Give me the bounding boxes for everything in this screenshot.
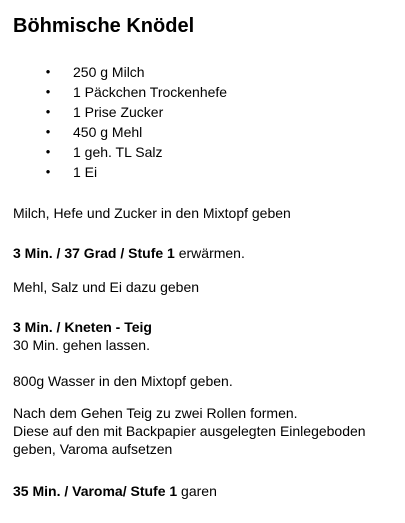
step-5 bbox=[13, 372, 233, 390]
step-1-text: Milch, Hefe und Zucker in den Mixtopf geben bbox=[13, 205, 291, 221]
step-3-text: Mehl, Salz und Ei dazu geben bbox=[13, 279, 200, 295]
step-6-line1: Nach dem Gehen Teig zu zwei Rollen formen. bbox=[13, 405, 298, 421]
step-1 bbox=[13, 204, 291, 222]
step-4 bbox=[13, 318, 152, 354]
ingredient-text: 1 Prise Zucker bbox=[73, 104, 164, 120]
step-2-bold: 3 Min. / 37 Grad / Stufe 1 bbox=[13, 245, 175, 261]
ingredient-text: 1 Ei bbox=[73, 164, 98, 180]
recipe-title: Böhmische Knödel bbox=[13, 15, 195, 37]
bullet-icon: • bbox=[45, 164, 51, 179]
step-6-line2: Diese auf den mit Backpapier ausgelegten Einlegeboden bbox=[13, 423, 366, 439]
step-2-rest: erwärmen. bbox=[174, 245, 245, 261]
ingredient-text: 1 Päckchen Trockenhefe bbox=[73, 84, 228, 100]
bullet-icon: • bbox=[45, 84, 51, 99]
step-7-bold: 35 Min. / Varoma/ Stufe 1 bbox=[13, 483, 178, 499]
step-7 bbox=[13, 482, 217, 500]
ingredient-text: 450 g Mehl bbox=[73, 124, 143, 140]
bullet-icon: • bbox=[45, 64, 51, 79]
step-7-rest: garen bbox=[177, 483, 217, 499]
ingredient-text: 250 g Milch bbox=[73, 64, 145, 80]
step-6 bbox=[13, 404, 366, 458]
step-5-text: 800g Wasser in den Mixtopf geben. bbox=[13, 373, 233, 389]
step-2 bbox=[13, 244, 245, 262]
bullet-icon: • bbox=[45, 104, 51, 119]
step-3 bbox=[13, 278, 199, 296]
step-4-bold: 3 Min. / Kneten - Teig bbox=[13, 319, 152, 335]
ingredient-text: 1 geh. TL Salz bbox=[73, 144, 163, 160]
bullet-icon: • bbox=[45, 124, 51, 139]
step-4-line2: 30 Min. gehen lassen. bbox=[13, 337, 150, 353]
step-6-line3: geben, Varoma aufsetzen bbox=[13, 441, 173, 457]
bullet-icon: • bbox=[45, 144, 51, 159]
